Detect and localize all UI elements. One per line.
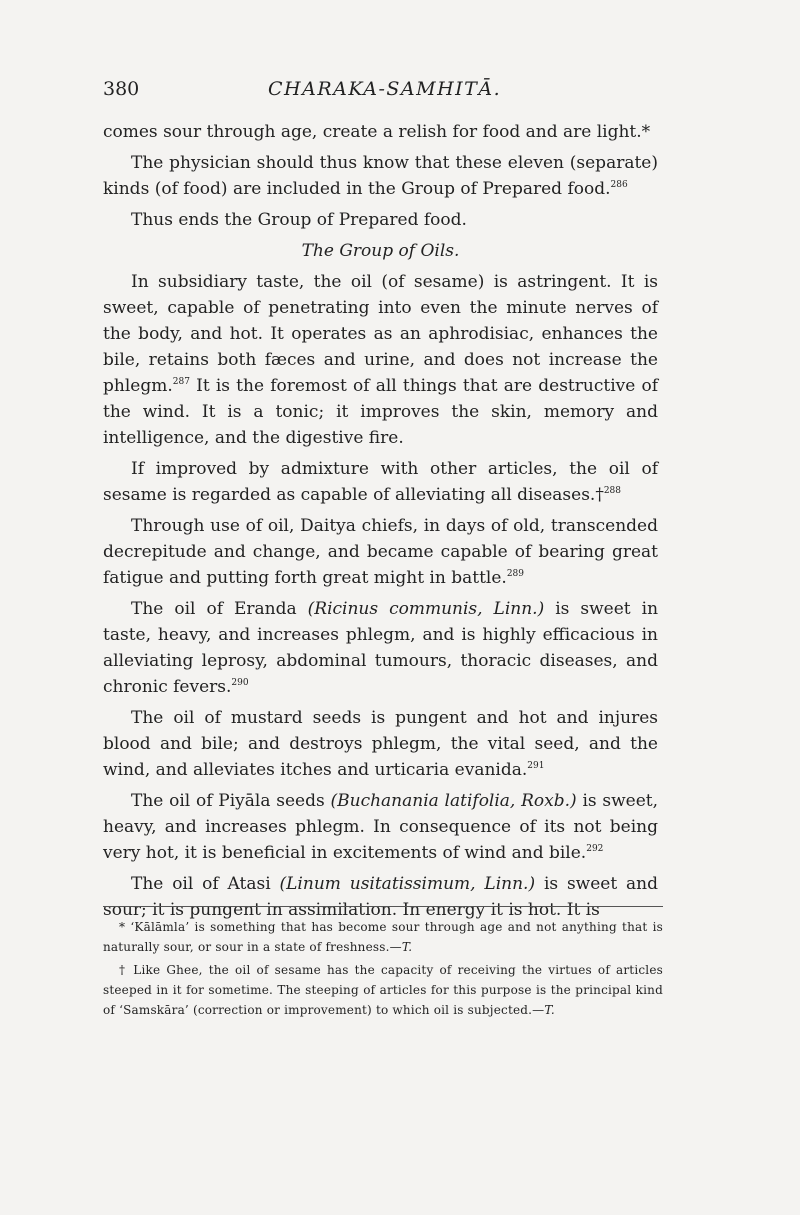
paragraph-text: The physician should thus know that these eleven (separate) kinds (of food) are included in the Group of Prepared food.: [103, 153, 658, 199]
paragraph-text: The oil of Piyāla seeds: [131, 791, 325, 811]
botanical-name: (Ricinus communis, Linn.): [307, 599, 545, 619]
footnote-divider: [103, 906, 663, 907]
paragraph-text: Through use of oil, Daitya chiefs, in days of old, transcended decrepitude and change, and became capable of bearing great fatigue and putting forth great might in battle.: [103, 516, 658, 588]
footnotes: [103, 917, 663, 1023]
paragraph-text: It is the foremost of all things that are destructive of the wind. It is a tonic; it improves the skin, memory and intelligence, and the digestive fire.: [103, 376, 658, 448]
paragraph-text: Thus ends the Group of Prepared food.: [131, 210, 467, 230]
footnote-text: † Like Ghee, the oil of sesame has the capacity of receiving the virtues of articles steeped in it for sometime. The steeping of articles for this purpose is the principal kind of ‘Samskāra’ (correction or improvement) to which oil is subjected.—: [103, 963, 663, 1017]
botanical-name: (Linum usitatissimum, Linn.): [279, 874, 536, 894]
verse-number: 289: [506, 569, 524, 579]
paragraph-text: If improved by admixture with other articles, the oil of sesame is regarded as capable of alleviating all diseases.†: [103, 459, 658, 505]
paragraph-text: The oil of Atasi: [131, 874, 271, 894]
paragraph: [103, 269, 658, 451]
paragraph: [103, 150, 658, 202]
verse-number: 288: [603, 486, 622, 496]
page-number: 380: [103, 78, 140, 100]
running-title: CHARAKA-SAMHITĀ.: [268, 78, 502, 100]
verse-number: 292: [586, 844, 604, 854]
body-text: [103, 119, 658, 928]
footnote-text: * ‘Kālāmla’ is something that has become sour through age and not anything that is naturally sour, or sour in a state of freshness.—: [103, 920, 663, 954]
paragraph-text: is sweet and sour; it is pungent in assimilation. In energy it is hot. It is: [103, 874, 658, 920]
paragraph-text: The oil of Eranda: [131, 599, 297, 619]
paragraph: [103, 705, 658, 783]
paragraph: [103, 871, 658, 923]
footnote: [103, 917, 663, 957]
paragraph-text: is sweet, heavy, and increases phlegm. In consequence of its not being very hot, it is beneficial in excitements of wind and bile.: [103, 791, 659, 863]
section-heading: The Group of Oils.: [301, 241, 460, 261]
verse-number: 287: [172, 377, 190, 387]
paragraph-text: In subsidiary taste, the oil (of sesame) is astringent. It is sweet, capable of penetrating into even the minute nerves of the body, and hot. It operates as an aphrodisiac, enhances the bile, retains both fæces and urine, and does not increase the phlegm.: [103, 272, 658, 396]
paragraph-text: The oil of mustard seeds is pungent and hot and injures blood and bile; and destroys phlegm, the vital seed, and the wind, and alleviates itches and urticaria evanida.: [103, 708, 658, 780]
verse-number: 290: [231, 678, 249, 688]
paragraph: [103, 596, 658, 700]
page-header: [103, 78, 658, 108]
paragraph: [103, 788, 658, 866]
verse-number: 286: [610, 180, 628, 190]
paragraph-text: comes sour through age, create a relish for food and are light.*: [103, 122, 651, 142]
paragraph: [103, 456, 658, 508]
translator-mark: T.: [401, 940, 413, 954]
translator-mark: T.: [544, 1003, 555, 1017]
verse-number: 291: [527, 761, 545, 771]
paragraph-text: is sweet in taste, heavy, and increases phlegm, and is highly efficacious in alleviating leprosy, abdominal tumours, thoracic diseases, and chronic fevers.: [103, 599, 659, 697]
paragraph: [103, 207, 658, 233]
paragraph: [103, 513, 658, 591]
footnote: [103, 960, 663, 1020]
botanical-name: (Buchanania latifolia, Roxb.): [330, 791, 577, 811]
paragraph-continuation: [103, 119, 658, 145]
